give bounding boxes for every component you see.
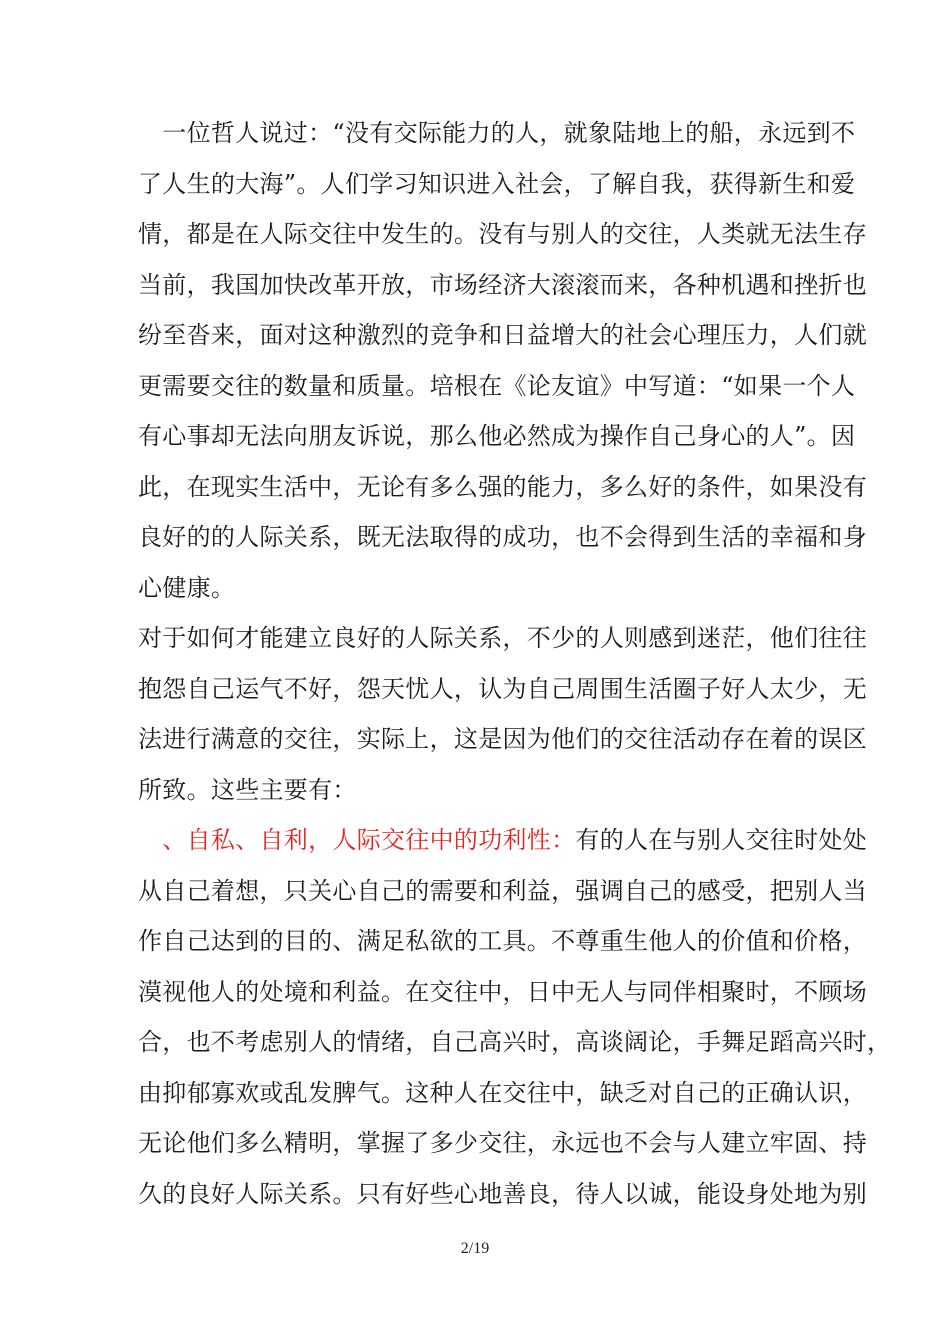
section-heading-rest: 有的人在与别人交往时处处 [575, 826, 868, 854]
text-line: 更需要交往的数量和质量。培根在《论友谊》中写道：“如果一个人 [138, 371, 856, 400]
document-body [138, 108, 892, 1219]
text-line: 抱怨自己运气不好，怨天忧人，认为自己周围生活圈子好人太少，无 [138, 674, 867, 703]
text-line: 有心事却无法向朋友诉说，那么他必然成为操作自己身心的人”。因 [138, 422, 856, 450]
text-line: 从自己着想，只关心自己的需要和利益，强调自己的感受，把别人当 [138, 876, 867, 905]
text-line: 当前，我国加快改革开放，市场经济大滚滚而来，各种机遇和挫折也 [138, 270, 867, 299]
text-line: 法进行满意的交往，实际上，这是因为他们的交往活动存在着的误区 [138, 725, 867, 753]
section-heading: 、自私、自利，人际交往中的功利性： [138, 826, 576, 854]
text-line: 良好的的人际关系，既无法取得的成功，也不会得到生活的幸福和身 [138, 523, 867, 551]
text-line: 纷至沓来，面对这种激烈的竞争和日益增大的社会心理压力，人们就 [138, 321, 867, 349]
text-line: 情，都是在人际交往中发生的。没有与别人的交往，人类就无法生存 [138, 220, 867, 248]
text-line: 合，也不考虑别人的情绪，自己高兴时，高谈阔论，手舞足蹈高兴时， [138, 1028, 892, 1056]
text-line: 作自己达到的目的、满足私欲的工具。不尊重生他人的价值和价格， [138, 927, 867, 955]
text-line: 由抑郁寡欢或乱发脾气。这种人在交往中，缺乏对自己的正确认识， [138, 1078, 867, 1107]
text-line: 一位哲人说过：“没有交际能力的人，就象陆地上的船，永远到不 [138, 119, 856, 147]
text-line: 了人生的大海”。人们学习知识进入社会，了解自我，获得新生和爱 [138, 169, 856, 198]
page-number: 2/19 [460, 1240, 490, 1257]
text-line: 对于如何才能建立良好的人际关系，不少的人则感到迷茫，他们往往 [138, 624, 867, 652]
text-line: 所致。这些主要有： [138, 775, 357, 804]
section-heading-line [138, 815, 868, 866]
text-line: 漠视他人的处境和利益。在交往中，日中无人与同伴相聚时，不顾场 [138, 977, 867, 1006]
text-line: 久的良好人际关系。只有好些心地善良，待人以诚，能设身处地为别 [138, 1179, 867, 1208]
text-line: 无论他们多么精明，掌握了多少交往，永远也不会与人建立牢固、持 [138, 1129, 867, 1157]
text-line: 心健康。 [138, 573, 236, 602]
text-line: 此，在现实生活中，无论有多么强的能力，多么好的条件，如果没有 [138, 472, 867, 501]
